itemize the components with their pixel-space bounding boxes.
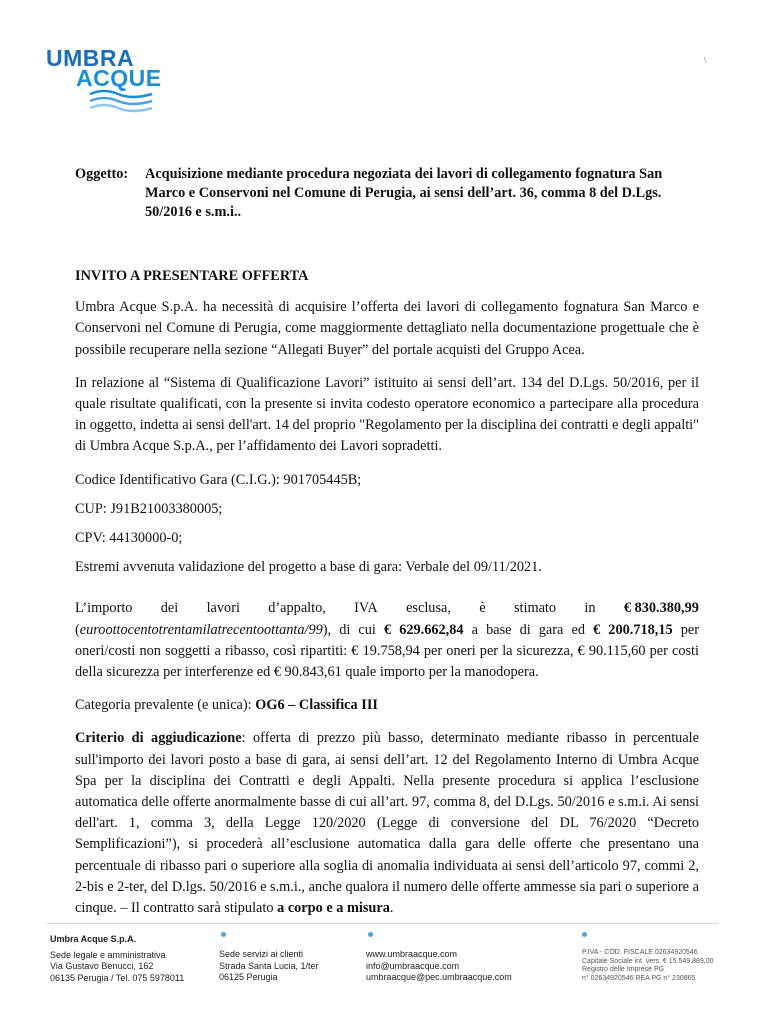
criterio-text: : offerta di prezzo più basso, determinato mediante ribasso in percentuale sull'importo dei lavori posto a base di gara, ai sensi dell’art. 12 del Regolamento Interno di Umbra Acque Spa per la disciplina dei Contratti e degli Appalti. Nella presente procedura si applica l’esclusione automatica delle offerte anormalmente basse di cui all’art. 97, comma 8, del D.Lgs. 50/2016 e s.m.i. Ai sensi dell'art. 1, comma 3, della Legge 120/2020 (Legge di conversione del DL 76/2020 “Decreto Semplificazioni”), si procederà all’esclusione automatica dalla gara delle offerte che presentano una percentuale di ribasso pari o superiore alla soglia di anomalia individuata ai sensi dell’articolo 97, commi 2, 2-bis e 2-ter, del D.lgs. 50/2016 e s.m.i., anche qualora il numero delle offerte ammesse sia pari o superiore a cinque. – Il contratto sarà stipulato <box>75 730 699 917</box>
footer-dot-icon <box>368 932 373 937</box>
footer-col-contacts <box>366 934 536 984</box>
paragraph-qualification: In relazione al “Sistema di Qualificazione Lavori” istituito ai sensi dell’art. 134 del D.Lgs. 50/2016, per il quale risultate qualificati, con la presente si invita codesto operatore economico a partecipare alla procedura in oggetto, indetta ai sensi dell'art. 14 del proprio "Regolamento per la disciplina dei contratti e degli appalti" di Umbra Acque S.p.A., per l’affidamento dei Lavori sopradetti. <box>75 374 699 455</box>
footer-line: 06135 Perugia / Tel. 075 5978011 <box>50 972 185 983</box>
categoria-label: Categoria prevalente (e unica): <box>75 697 256 714</box>
corner-mark: \ <box>704 56 707 65</box>
footer-email-link[interactable]: info@umbraacque.com <box>366 960 460 971</box>
footer-line: P.IVA - COD. FISCALE 02634920546 <box>582 949 698 956</box>
logo-word-umbra: UMBRA <box>46 45 135 71</box>
footer-col-services <box>219 934 349 984</box>
categoria-value: OG6 – Classifica III <box>255 697 378 714</box>
categoria-line <box>75 695 699 716</box>
importo-word: è <box>479 600 486 617</box>
footer-line: Sede servizi ai clienti <box>219 949 304 959</box>
importo-word: IVA <box>354 600 378 617</box>
footer-line: Capitale Sociale int. vers. € 15.549.889,00 <box>582 957 714 965</box>
subject-block <box>75 165 700 222</box>
importo-word: in <box>584 600 596 617</box>
footer-line: n° 02634920546 REA PG n° 230865 <box>582 974 696 982</box>
importo-paragraph <box>75 598 699 683</box>
importo-text: a base di gara ed <box>463 621 594 638</box>
subject-label: Oggetto: <box>75 166 129 182</box>
importo-base: € 629.662,84 <box>383 621 464 638</box>
footer-dot-icon <box>582 932 587 937</box>
paragraph-intro: Umbra Acque S.p.A. ha necessità di acquisire l’offerta dei lavori di collegamento fognatura San Marco e Conservoni nel Comune di Perugia, come maggiormente dettagliato nella documentazione progettuale che è possibile recuperare nella sezione “Allegati Buyer” del portale acquisti del Gruppo Acea. <box>75 299 699 358</box>
footer-col-registry <box>582 934 722 983</box>
importo-oneri: € 200.718,15 <box>593 621 673 638</box>
cup-line: CUP: J91B21003380005; <box>75 500 223 517</box>
importo-words: euroottocentotrentamilatrecentoottanta/99 <box>79 621 323 638</box>
criterio-end: . <box>389 900 394 917</box>
footer-line: 06125 Perugia <box>219 972 278 982</box>
logo-wave-icon <box>88 88 154 114</box>
footer-line: Strada Santa Lucia, 1/ter <box>219 960 319 971</box>
importo-rest: (euroottocentotrentamilatrecentoottanta/99), di cui € 629.662,84 a base di gara ed € 200.718,15 per oneri/costi non soggetti a ribasso, così ripartiti: € 19.758,94 per oneri per la sicurezza, € 90.115,60 per costi della sicurezza per interferenze ed € 90.843,61 quale importo per la manodopera. <box>75 621 699 681</box>
invitation-heading: INVITO A PRESENTARE OFFERTA <box>75 268 309 284</box>
importo-word: lavori <box>206 600 240 617</box>
validation-line: Estremi avvenuta validazione del progetto a base di gara: Verbale del 09/11/2021. <box>75 559 542 576</box>
importo-word: esclusa, <box>406 600 451 617</box>
importo-word: d’appalto, <box>268 600 326 617</box>
footer-line: Sede legale e amministrativa <box>50 949 166 960</box>
importo-word: L’importo <box>75 600 133 617</box>
footer-dot-icon <box>221 932 226 937</box>
footer-pec-link[interactable]: umbraacque@pec.umbraacque.com <box>366 972 512 982</box>
logo-word-acque: ACQUE <box>76 65 162 91</box>
importo-text: ), di cui <box>322 621 384 638</box>
cpv-line: CPV: 44130000-0; <box>75 530 183 547</box>
cig-line: Codice Identificativo Gara (C.I.G.): 901705445B; <box>75 471 362 488</box>
importo-first-line <box>75 598 699 619</box>
importo-word: dei <box>160 600 179 617</box>
criterio-bold-end: a corpo e a misura <box>277 900 390 917</box>
importo-total: € 830.380,99 <box>623 600 699 617</box>
importo-word: stimato <box>513 600 557 617</box>
subject-text: Acquisizione mediante procedura negoziata dei lavori di collegamento fognatura San Marco e Conservoni nel Comune di Perugia, ai sensi dell’art. 36, comma 8 del D.Lgs. 50/2016 e s.m.i.. <box>145 166 663 220</box>
letter-body <box>75 266 699 931</box>
footer-company: Umbra Acque S.p.A. <box>50 934 137 944</box>
footer-line: Via Gustavo Benucci, 162 <box>50 961 154 971</box>
footer-website-link[interactable]: www.umbraacque.com <box>366 949 458 959</box>
criterio-paragraph <box>75 728 699 919</box>
footer-line: Registro delle Imprese PG <box>582 966 665 973</box>
criterio-label: Criterio di aggiudicazione <box>75 730 242 747</box>
importo-text: per oneri/costi non soggetti a ribasso, così ripartiti: € 19.758,94 per oneri per la sicurezza, € 90.115,60 per costi della sicurezza per interferenze ed € 90.843,61 quale importo per la manodopera. <box>75 621 699 681</box>
umbra-acque-logo <box>46 45 162 91</box>
footer-col-legal <box>50 934 200 984</box>
footer-divider <box>46 923 718 924</box>
